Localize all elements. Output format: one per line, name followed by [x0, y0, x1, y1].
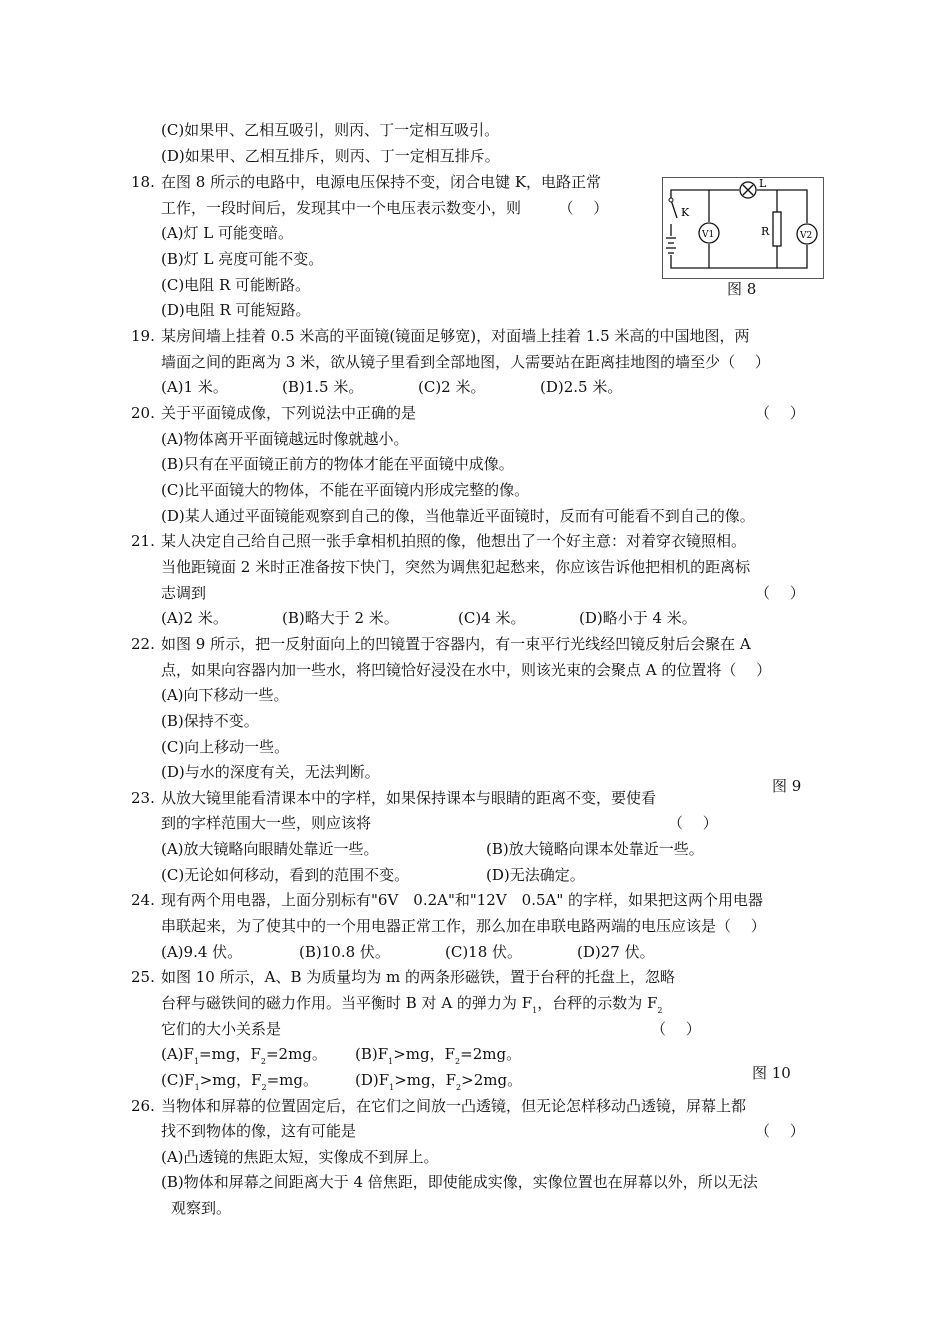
q24-option-c: (C)18 伏。 — [445, 943, 523, 961]
q21-stem-line2: 当他距镜面 2 米时正准备按下快门，突然为调焦犯起愁来，你应该告诉他把相机的距离标 — [161, 558, 751, 576]
resistor-label: R — [761, 225, 770, 238]
figure-9-caption: 图 9 — [772, 777, 802, 795]
q23-stem-line2: 到的字样范围大一些，则应该将 — [161, 814, 372, 832]
q26-number: 26. — [131, 1097, 155, 1115]
q23-answer-blank: （ ） — [668, 814, 718, 832]
q22-stem-line2: 点，如果向容器内加一些水，将凹镜恰好浸没在水中，则该光束的会聚点 A 的位置将（ ） — [161, 661, 772, 679]
q22-option-d: (D)与水的深度有关，无法判断。 — [161, 763, 380, 781]
q18-stem-line1: 在图 8 所示的电路中，电源电压保持不变，闭合电键 K，电路正常 — [161, 173, 602, 191]
q19-option-d: (D)2.5 米。 — [540, 378, 623, 396]
q25-option-b: $(B)F_1>mg$，$F_2=2mg$。 — [355, 1045, 522, 1066]
q25-stem-line2: 台秤与磁铁间的磁力作用。当平衡时 B 对 A 的弹力为 $F_1$，台秤的示数为 $F_2$ — [161, 994, 663, 1015]
q19-option-c: (C)2 米。 — [418, 378, 486, 396]
q23-option-c: (C)无论如何移动，看到的范围不变。 — [161, 866, 410, 884]
figure-8-circuit-diagram — [662, 177, 824, 279]
q21-option-c: (C)4 米。 — [458, 609, 526, 627]
q20-option-b: (B)只有在平面镜正前方的物体才能在平面镜中成像。 — [161, 455, 514, 473]
q23-option-b: (B)放大镜略向课本处靠近一些。 — [486, 840, 704, 858]
q21-stem-line1: 某人决定自己给自己照一张手拿相机拍照的像，他想出了一个好主意：对着穿衣镜照相。 — [161, 532, 747, 550]
q26-stem-line2: 找不到物体的像，这有可能是 — [161, 1122, 357, 1140]
q26-stem-line1: 当物体和屏幕的位置固定后，在它们之间放一凸透镜，但无论怎样移动凸透镜，屏幕上都 — [161, 1097, 747, 1115]
q22-option-a: (A)向下移动一些。 — [161, 686, 289, 704]
q23-option-a: (A)放大镜略向眼睛处靠近一些。 — [161, 840, 379, 858]
q21-option-d: (D)略小于 4 米。 — [579, 609, 697, 627]
q25-stem-line1: 如图 10 所示，A、B 为质量均为 m 的两条形磁铁，置于台秤的托盘上，忽略 — [161, 968, 676, 986]
q22-option-b: (B)保持不变。 — [161, 712, 259, 730]
lamp-label: L — [759, 178, 767, 190]
q21-number: 21. — [131, 532, 155, 550]
q22-number: 22. — [131, 635, 155, 653]
q25-number: 25. — [131, 968, 155, 986]
q18-option-d: (D)电阻 R 可能短路。 — [161, 301, 311, 319]
q25-option-d: $(D)F_1>mg$，$F_2>2mg$。 — [355, 1071, 523, 1092]
q25-option-a: $(A)F_1=mg$，$F_2=2mg$。 — [161, 1045, 327, 1066]
q20-stem: 关于平面镜成像，下列说法中正确的是 — [161, 404, 417, 422]
q22-option-c: (C)向上移动一些。 — [161, 738, 290, 756]
q20-option-d: (D)某人通过平面镜能观察到自己的像，当他靠近平面镜时，反而有可能看不到自己的像。 — [161, 507, 755, 525]
q22-stem-line1: 如图 9 所示，把一反射面向上的凹镜置于容器内，有一束平行光线经凹镜反射后会聚在 A — [161, 635, 751, 653]
q20-option-a: (A)物体离开平面镜越远时像就越小。 — [161, 430, 409, 448]
q25-stem-line3: 它们的大小关系是 — [161, 1020, 282, 1038]
q24-stem-line1: 现有两个用电器，上面分别标有"6V 0.2A"和"12V 0.5A" 的字样，如果把这两个用电器 — [161, 891, 764, 909]
figure-10-caption: 图 10 — [752, 1064, 791, 1082]
q23-option-d: (D)无法确定。 — [486, 866, 585, 884]
q18-stem-line2: 工作，一段时间后，发现其中一个电压表示数变小，则 （ ） — [161, 199, 609, 217]
q24-option-d: (D)27 伏。 — [577, 943, 655, 961]
q24-option-a: (A)9.4 伏。 — [161, 943, 243, 961]
q24-number: 24. — [131, 891, 155, 909]
q24-option-b: (B)10.8 伏。 — [299, 943, 390, 961]
q26-option-b-line2: 观察到。 — [171, 1199, 232, 1217]
q18-number: 18. — [131, 173, 155, 191]
q19-stem-line2: 墙面之间的距离为 3 米，欲从镜子里看到全部地图，人需要站在距离挂地图的墙至少（ ） — [161, 353, 770, 371]
switch-label: K — [681, 206, 690, 219]
q25-answer-blank: （ ） — [651, 1020, 701, 1038]
q19-number: 19. — [131, 327, 155, 345]
voltmeter-2-label: V2 — [800, 231, 813, 241]
q20-number: 20. — [131, 404, 155, 422]
q24-stem-line2: 串联起来，为了使其中的一个用电器正常工作，那么加在串联电路两端的电压应该是（ ） — [161, 917, 766, 935]
q20-option-c: (C)比平面镜大的物体，不能在平面镜内形成完整的像。 — [161, 481, 530, 499]
voltmeter-1-label: V1 — [702, 230, 715, 240]
q21-option-a: (A)2 米。 — [161, 609, 228, 627]
q26-option-b-line1: (B)物体和屏幕之间距离大于 4 倍焦距，即使能成实像，实像位置也在屏幕以外，所以无法 — [161, 1173, 758, 1191]
circuit-diagram — [663, 178, 823, 278]
q21-option-b: (B)略大于 2 米。 — [282, 609, 399, 627]
q26-option-a: (A)凸透镜的焦距太短，实像成不到屏上。 — [161, 1148, 439, 1166]
q23-stem-line1: 从放大镜里能看清课本中的字样，如果保持课本与眼睛的距离不变，要使看 — [161, 789, 657, 807]
q19-stem-line1: 某房间墙上挂着 0.5 米高的平面镜(镜面足够宽)，对面墙上挂着 1.5 米高的中国地图，两 — [161, 327, 750, 345]
q19-option-b: (B)1.5 米。 — [282, 378, 364, 396]
q19-option-a: (A)1 米。 — [161, 378, 228, 396]
q18-option-b: (B)灯 L 亮度可能不变。 — [161, 250, 324, 268]
q18-option-c: (C)电阻 R 可能断路。 — [161, 276, 311, 294]
q17-option-c: (C)如果甲、乙相互吸引，则丙、丁一定相互吸引。 — [161, 121, 500, 139]
q21-stem-line3: 志调到 — [161, 584, 207, 602]
q17-option-d: (D)如果甲、乙相互排斥，则丙、丁一定相互排斥。 — [161, 147, 500, 165]
q18-option-a: (A)灯 L 可能变暗。 — [161, 224, 294, 242]
q26-answer-blank: （ ） — [755, 1122, 805, 1140]
q25-option-c: $(C)F_1>mg$，$F_2=mg$。 — [161, 1071, 318, 1092]
q23-number: 23. — [131, 789, 155, 807]
figure-8-caption: 图 8 — [727, 280, 757, 298]
q21-answer-blank: （ ） — [755, 584, 805, 602]
q20-answer-blank: （ ） — [755, 404, 805, 422]
